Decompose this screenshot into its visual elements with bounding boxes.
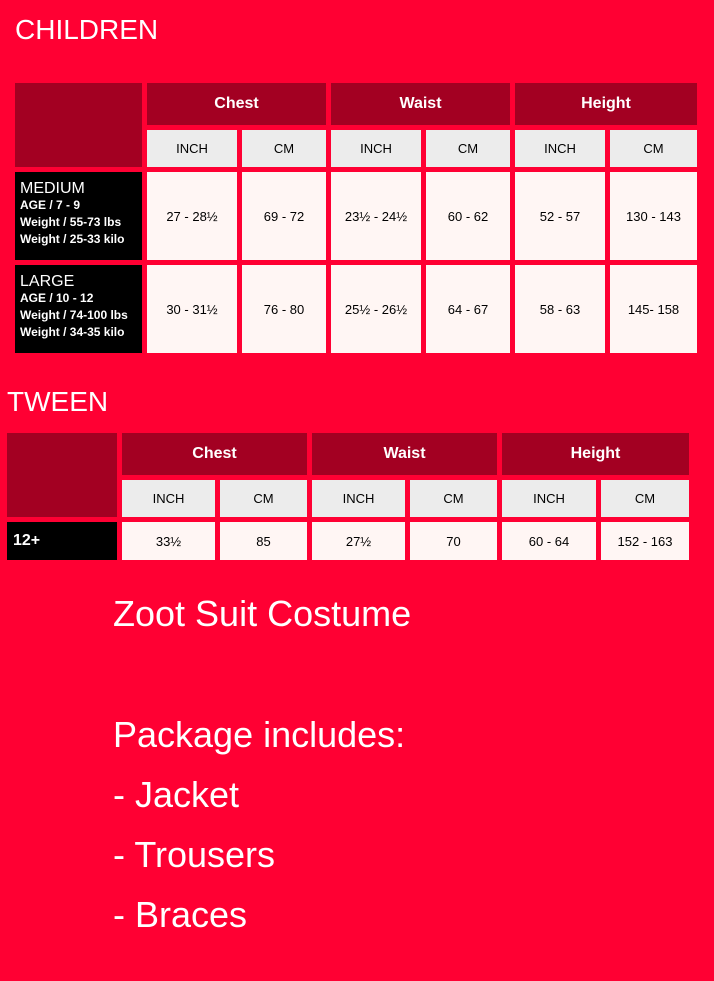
package-heading: Package includes: (113, 714, 406, 755)
row-size-name: LARGE (20, 273, 75, 290)
tween-unit-chest-cm: CM (220, 480, 307, 517)
tween-table-corner (7, 433, 117, 517)
children-unit-waist-cm: CM (426, 130, 510, 167)
children-large-height-inch: 58 - 63 (515, 265, 605, 353)
children-large-waist-inch: 25½ - 26½ (331, 265, 421, 353)
tween-group-chest: Chest (122, 433, 307, 475)
tween-12plus-waist-cm: 70 (410, 522, 497, 560)
tween-unit-waist-inch: INCH (312, 480, 405, 517)
children-group-waist: Waist (331, 83, 510, 125)
children-unit-height-inch: INCH (515, 130, 605, 167)
tween-group-height: Height (502, 433, 689, 475)
package-item-trousers: - Trousers (113, 834, 276, 875)
tween-unit-height-cm: CM (601, 480, 689, 517)
children-group-height: Height (515, 83, 697, 125)
row-weight-kilo: Weight / 34-35 kilo (20, 325, 125, 339)
row-age: AGE / 7 - 9 (20, 198, 81, 212)
package-item-jacket: - Jacket (113, 774, 240, 815)
row-size-name: MEDIUM (20, 180, 85, 197)
children-medium-height-cm: 130 - 143 (610, 172, 697, 260)
row-weight-lbs: Weight / 74-100 lbs (20, 308, 128, 322)
package-item-braces: - Braces (113, 894, 248, 935)
tween-row-12plus-header: 12+ (7, 522, 117, 560)
tween-unit-waist-cm: CM (410, 480, 497, 517)
tween-unit-chest-inch: INCH (122, 480, 215, 517)
children-medium-chest-inch: 27 - 28½ (147, 172, 237, 260)
children-unit-height-cm: CM (610, 130, 697, 167)
row-age: AGE / 10 - 12 (20, 291, 94, 305)
children-large-chest-inch: 30 - 31½ (147, 265, 237, 353)
children-medium-height-inch: 52 - 57 (515, 172, 605, 260)
children-table-corner (15, 83, 142, 167)
row-weight-lbs: Weight / 55-73 lbs (20, 215, 122, 229)
tween-group-waist: Waist (312, 433, 497, 475)
children-title: CHILDREN (15, 14, 159, 45)
children-large-height-cm: 145- 158 (610, 265, 697, 353)
tween-12plus-height-cm: 152 - 163 (601, 522, 689, 560)
children-group-chest: Chest (147, 83, 326, 125)
tween-12plus-chest-cm: 85 (220, 522, 307, 560)
children-medium-waist-cm: 60 - 62 (426, 172, 510, 260)
children-medium-chest-cm: 69 - 72 (242, 172, 326, 260)
children-row-large-header (15, 265, 142, 353)
children-row-medium-header (15, 172, 142, 260)
product-title: Zoot Suit Costume (113, 593, 412, 634)
children-unit-chest-inch: INCH (147, 130, 237, 167)
tween-12plus-height-inch: 60 - 64 (502, 522, 596, 560)
tween-12plus-chest-inch: 33½ (122, 522, 215, 560)
children-large-chest-cm: 76 - 80 (242, 265, 326, 353)
children-unit-waist-inch: INCH (331, 130, 421, 167)
row-weight-kilo: Weight / 25-33 kilo (20, 232, 125, 246)
tween-12plus-waist-inch: 27½ (312, 522, 405, 560)
tween-unit-height-inch: INCH (502, 480, 596, 517)
children-unit-chest-cm: CM (242, 130, 326, 167)
children-large-waist-cm: 64 - 67 (426, 265, 510, 353)
children-medium-waist-inch: 23½ - 24½ (331, 172, 421, 260)
tween-title: TWEEN (7, 386, 109, 417)
